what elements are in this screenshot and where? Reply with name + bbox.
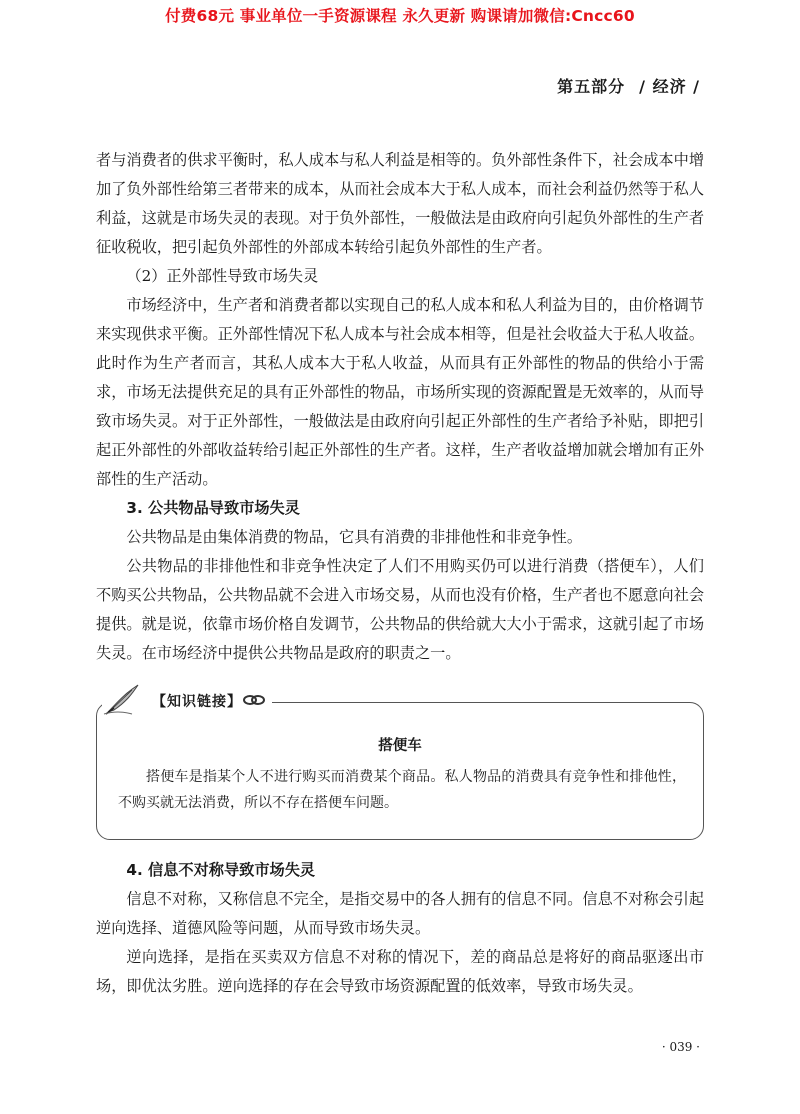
- page-number: · 039 ·: [661, 1040, 700, 1054]
- paragraph: 市场经济中，生产者和消费者都以实现自己的私人成本和私人利益为目的，由价格调节来实现供求平衡。正外部性情况下私人成本与社会成本相等，但是社会收益大于私人收益。此时作为生产者而言，其私人成本大于私人收益，从而具有正外部性的物品的供给小于需求，市场无法提供充足的具有正外部性的物品，市场所实现的资源配置是无效率的，从而导致市场失灵。对于正外部性，一般做法是由政府向引起正外部性的生产者给予补贴，即把引起正外部性的外部收益转给引起正外部性的生产者。这样，生产者收益增加就会增加有正外部性的生产活动。: [96, 296, 704, 488]
- main-content-continued: [96, 856, 704, 1001]
- paragraph: 逆向选择，是指在买卖双方信息不对称的情况下，差的商品总是将好的商品驱逐出市场，即优汰劣胜。逆向选择的存在会导致市场资源配置的低效率，导致市场失灵。: [96, 948, 704, 995]
- paragraph: 信息不对称，又称信息不完全，是指交易中的各人拥有的信息不同。信息不对称会引起逆向选择、道德风险等问题，从而导致市场失灵。: [96, 890, 704, 937]
- knowledge-link-box: [96, 684, 704, 840]
- subheading-positive-externality: （2）正外部性导致市场失灵: [126, 267, 319, 285]
- section-header: [557, 74, 704, 97]
- header-part: 第五部分: [557, 77, 626, 96]
- knowledge-tag-wrap: [102, 684, 272, 718]
- paragraph: 公共物品的非排他性和非竞争性决定了人们不用购买仍可以进行消费（搭便车），人们不购买公共物品，公共物品就不会进入市场交易，从而也没有价格，生产者也不愿意向社会提供。就是说，依靠市场价格自发调节，公共物品的供给就大大小于需求，这就引起了市场失灵。在市场经济中提供公共物品是政府的职责之一。: [96, 557, 704, 662]
- knowledge-tag: 【知识链接】: [152, 694, 242, 710]
- knowledge-title: 搭便车: [378, 738, 422, 754]
- subheading-public-goods: 3. 公共物品导致市场失灵: [126, 499, 300, 517]
- main-content: [96, 146, 704, 668]
- quill-pen-icon: [102, 682, 152, 720]
- subheading-information-asymmetry: 4. 信息不对称导致市场失灵: [126, 861, 316, 879]
- paragraph: 公共物品是由集体消费的物品，它具有消费的非排他性和非竞争性。: [126, 528, 583, 546]
- chain-link-icon: [242, 692, 266, 711]
- knowledge-body: 搭便车是指某个人不进行购买而消费某个商品。私人物品的消费具有竞争性和排他性，不购买就无法消费，所以不存在搭便车问题。: [118, 769, 686, 811]
- watermark-banner: 付费68元 事业单位一手资源课程 永久更新 购课请加微信:Cncc60: [165, 7, 635, 25]
- paragraph: 者与消费者的供求平衡时，私人成本与私人利益是相等的。负外部性条件下，社会成本中增加了负外部性给第三者带来的成本，从而社会成本大于私人成本，而社会利益仍然等于私人利益，这就是市场失灵的表现。对于负外部性，一般做法是由政府向引起负外部性的生产者征收税收，把引起负外部性的外部成本转给引起负外部性的生产者。: [96, 151, 704, 256]
- header-subject: / 经济 /: [639, 77, 700, 96]
